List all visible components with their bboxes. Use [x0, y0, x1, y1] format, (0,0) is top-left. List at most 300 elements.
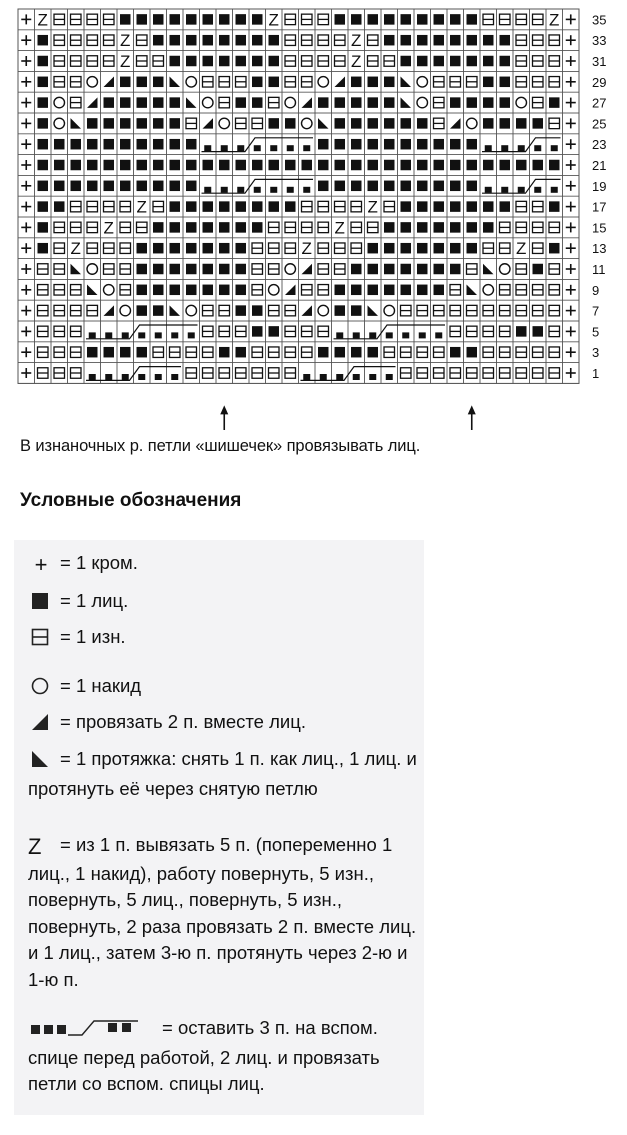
knit-stitch-mark	[335, 347, 346, 358]
knit-stitch-mark	[252, 56, 263, 67]
knit-stitch-mark	[516, 326, 527, 337]
knit-stitch-mark	[401, 35, 412, 46]
knit-stitch-mark	[153, 14, 164, 25]
knit-stitch-mark	[87, 181, 98, 192]
cable-stitch-mark	[237, 187, 244, 193]
knit-stitch-mark	[417, 264, 428, 275]
knit-stitch-mark	[467, 56, 478, 67]
knit-stitch-mark	[417, 35, 428, 46]
knit-stitch-mark	[104, 181, 115, 192]
knit-stitch-mark	[137, 243, 148, 254]
knit-stitch-mark	[384, 139, 395, 150]
knit-stitch-mark	[285, 118, 296, 128]
knit-stitch-mark	[38, 243, 49, 254]
knit-stitch-mark	[401, 264, 412, 275]
knit-stitch-mark	[54, 160, 65, 171]
knit-stitch-mark	[203, 160, 214, 171]
legend-text-knit: = 1 лиц.	[60, 590, 129, 611]
plus-icon: +	[34, 552, 48, 577]
knit-stitch-mark	[351, 160, 362, 171]
knit-stitch-mark	[500, 35, 511, 46]
knit-stitch-mark	[203, 35, 214, 46]
knit-stitch-mark	[153, 181, 164, 192]
knit-stitch-mark	[335, 97, 346, 108]
knit-stitch-mark	[483, 160, 494, 171]
row-number-label: 3	[592, 345, 600, 361]
knit-stitch-mark	[236, 222, 247, 233]
knit-stitch-mark	[170, 264, 181, 275]
cable-stitch-mark	[221, 187, 228, 193]
bobble-mark: Z	[334, 218, 345, 238]
cable-stitch-mark	[254, 145, 261, 151]
knit-stitch-mark	[285, 201, 296, 212]
knit-stitch-mark	[236, 243, 247, 254]
bobble-mark: Z	[516, 239, 527, 259]
knit-stitch-mark	[170, 243, 181, 254]
knit-stitch-mark	[186, 201, 197, 212]
legend-item-cable	[28, 1015, 420, 1098]
knit-stitch-mark	[450, 97, 461, 108]
knit-stitch-mark	[549, 97, 560, 108]
knit-stitch-mark	[318, 97, 329, 108]
knit-stitch-mark	[434, 56, 445, 67]
knit-stitch-mark	[120, 347, 131, 358]
cable-stitch-mark	[501, 145, 508, 151]
knit-stitch-mark	[252, 77, 263, 88]
row-number-label: 35	[592, 12, 607, 28]
row-number-label: 1	[592, 366, 600, 381]
knit-stitch-mark	[170, 160, 181, 171]
knit-stitch-mark	[219, 56, 230, 67]
knit-stitch-mark	[335, 305, 346, 316]
knit-stitch-mark	[549, 243, 560, 254]
knit-stitch-mark	[186, 285, 197, 296]
knit-stitch-mark	[203, 264, 214, 275]
legend-item-ssk	[28, 746, 420, 802]
row-number-label: 5	[592, 324, 600, 340]
cable-stitch-mark	[138, 374, 145, 380]
knit-stitch-mark	[368, 97, 379, 108]
knit-stitch-mark	[203, 243, 214, 254]
knit-stitch-mark	[219, 347, 230, 358]
knit-stitch-mark	[269, 326, 280, 337]
knit-stitch-mark	[54, 181, 65, 192]
marker-arrow-head	[220, 405, 228, 414]
knit-stitch-mark	[351, 181, 362, 192]
knit-stitch-mark	[186, 160, 197, 171]
knit-stitch-mark	[434, 285, 445, 296]
knit-stitch-mark	[318, 160, 329, 171]
knit-stitch-mark	[384, 222, 395, 233]
knit-stitch-mark	[351, 118, 362, 128]
chart-grid	[0, 0, 627, 430]
knit-stitch-mark	[450, 160, 461, 171]
knit-stitch-mark	[38, 222, 49, 233]
knit-stitch-mark	[401, 222, 412, 233]
row-number-label: 9	[592, 282, 600, 298]
cable-stitch-mark	[551, 187, 558, 193]
knit-stitch-mark	[467, 139, 478, 150]
bobble-mark: Z	[103, 218, 114, 238]
knit-stitch-mark	[38, 139, 49, 150]
knit-stitch-mark	[219, 201, 230, 212]
knit-stitch-mark	[153, 305, 164, 316]
knit-stitch-mark	[252, 222, 263, 233]
bobble-mark: Z	[120, 52, 131, 71]
knit-stitch-mark	[170, 118, 181, 128]
legend-item-bobble	[28, 832, 420, 993]
legend-text-purl: = 1 изн.	[60, 626, 126, 647]
cable-stitch-mark	[435, 332, 442, 338]
knit-stitch-mark	[219, 222, 230, 233]
knit-stitch-mark	[137, 285, 148, 296]
knit-stitch-mark	[120, 139, 131, 150]
row-number-label: 11	[592, 262, 606, 277]
knit-stitch-mark	[467, 160, 478, 171]
bobble-mark: Z	[70, 239, 81, 259]
knit-stitch-mark	[351, 285, 362, 296]
knit-stitch-mark	[170, 35, 181, 46]
knit-stitch-mark	[368, 77, 379, 88]
row-number-label: 21	[592, 158, 607, 173]
knit-stitch-mark	[236, 285, 247, 296]
knit-stitch-mark	[483, 35, 494, 46]
knit-stitch-mark	[549, 160, 560, 171]
knit-stitch-mark	[38, 118, 49, 128]
row-number-label: 7	[592, 303, 600, 319]
knit-stitch-mark	[87, 160, 98, 171]
cable-stitch-mark	[155, 332, 162, 338]
cable-stitch-mark	[386, 332, 393, 338]
legend-item-k2tog	[28, 709, 306, 736]
legend-item-knit	[28, 588, 128, 615]
knit-stitch-mark	[153, 77, 164, 88]
knit-stitch-mark	[137, 181, 148, 192]
ssk-triangle-icon	[28, 749, 54, 776]
bobble-z-icon: Z	[28, 834, 42, 859]
knit-stitch-mark	[318, 139, 329, 150]
cable-stitch-mark	[303, 187, 310, 193]
knit-stitch-mark	[153, 97, 164, 108]
knit-stitch-mark	[38, 77, 49, 88]
knit-stitch-mark	[236, 201, 247, 212]
knit-stitch-mark	[450, 139, 461, 150]
knit-stitch-mark	[252, 201, 263, 212]
bobble-mark: Z	[301, 239, 312, 259]
knit-stitch-mark	[153, 160, 164, 171]
knit-stitch-mark	[269, 118, 280, 128]
cable-stitch-mark	[320, 374, 327, 380]
knit-stitch-mark	[137, 118, 148, 128]
row-number-label: 23	[592, 137, 607, 153]
knit-stitch-mark	[351, 264, 362, 275]
cable-stitch-mark	[485, 187, 492, 193]
knit-stitch-mark	[170, 222, 181, 233]
bobble-mark: Z	[268, 10, 279, 30]
row-number-label: 25	[592, 116, 607, 132]
row-number-label: 19	[592, 178, 607, 194]
knit-stitch-mark	[417, 118, 428, 128]
cable-stitch-mark	[369, 374, 376, 380]
knit-stitch-mark	[186, 264, 197, 275]
knit-stitch-mark	[401, 181, 412, 192]
knit-stitch-mark	[384, 160, 395, 171]
knit-stitch-mark	[467, 347, 478, 358]
knit-stitch-mark	[252, 160, 263, 171]
knit-stitch-mark	[467, 35, 478, 46]
row-number-label: 17	[592, 199, 607, 215]
knit-stitch-mark	[434, 35, 445, 46]
knit-stitch-mark	[54, 201, 65, 212]
knit-stitch-mark	[87, 347, 98, 358]
knit-stitch-mark	[450, 56, 461, 67]
knit-stitch-mark	[368, 118, 379, 128]
cable-stitch-mark	[369, 332, 376, 338]
cable-stitch-mark	[353, 332, 360, 338]
cable-stitch-mark	[419, 332, 426, 338]
knit-stitch-mark	[236, 35, 247, 46]
knit-stitch-mark	[368, 14, 379, 25]
cable-stitch-mark	[534, 145, 541, 151]
knit-stitch-mark	[203, 56, 214, 67]
cable-stitch-mark	[204, 145, 211, 151]
knit-stitch-mark	[71, 139, 82, 150]
knit-stitch-mark	[137, 160, 148, 171]
bobble-mark: Z	[37, 10, 48, 30]
knit-stitch-mark	[38, 181, 49, 192]
knit-stitch-mark	[153, 35, 164, 46]
knit-stitch-mark	[71, 160, 82, 171]
knit-stitch-mark	[450, 35, 461, 46]
knit-stitch-mark	[467, 97, 478, 108]
bobble-mark: Z	[136, 197, 147, 217]
knit-stitch-mark	[87, 118, 98, 128]
knit-stitch-mark	[500, 77, 511, 88]
knit-stitch-mark	[219, 243, 230, 254]
knit-stitch-mark	[104, 118, 115, 128]
knit-stitch-mark	[351, 14, 362, 25]
knit-stitch-mark	[351, 305, 362, 316]
cable-stitch-mark	[188, 332, 195, 338]
knit-stitch-mark	[401, 285, 412, 296]
knit-stitch-mark	[104, 347, 115, 358]
knit-stitch-mark	[120, 97, 131, 108]
cable-stitch-mark	[501, 187, 508, 193]
legend-text-yo: = 1 накид	[60, 675, 142, 696]
knit-stitch-mark	[450, 243, 461, 254]
knit-stitch-mark	[500, 201, 511, 212]
knit-stitch-mark	[170, 56, 181, 67]
cable-stitch-mark	[270, 187, 277, 193]
circle-icon	[28, 676, 54, 694]
knit-stitch-mark	[549, 201, 560, 212]
knit-stitch-mark	[318, 347, 329, 358]
knit-stitch-mark	[483, 56, 494, 67]
knit-stitch-mark	[153, 243, 164, 254]
legend-text-cable: = оставить 3 п. на вспом. спице перед работой, 2 лиц. и провязать петли со вспом. спицы лиц.	[28, 1017, 380, 1094]
knit-stitch-mark	[401, 160, 412, 171]
cable-stitch-mark	[122, 374, 129, 380]
bobble-mark: Z	[549, 10, 560, 30]
knit-stitch-mark	[236, 56, 247, 67]
knit-stitch-mark	[368, 181, 379, 192]
knit-stitch-mark	[483, 77, 494, 88]
legend-item-edge	[28, 550, 138, 577]
knit-stitch-mark	[170, 14, 181, 25]
knit-stitch-mark	[137, 97, 148, 108]
cable-stitch-mark	[155, 374, 162, 380]
filled-square-icon	[28, 591, 54, 609]
knit-stitch-mark	[170, 285, 181, 296]
cable-stitch-mark	[89, 374, 96, 380]
knit-stitch-mark	[186, 181, 197, 192]
knit-stitch-mark	[401, 243, 412, 254]
knit-stitch-mark	[351, 97, 362, 108]
legend-title: Условные обозначения	[20, 490, 242, 511]
cable-stitch-mark	[485, 145, 492, 151]
knit-stitch-mark	[500, 56, 511, 67]
knit-stitch-mark	[417, 139, 428, 150]
knit-stitch-mark	[137, 139, 148, 150]
row-number-label: 13	[592, 241, 607, 257]
knit-stitch-mark	[368, 285, 379, 296]
cable-stitch-mark	[534, 187, 541, 193]
k2tog-triangle-icon	[28, 712, 54, 730]
knit-stitch-mark	[186, 56, 197, 67]
knit-stitch-mark	[401, 14, 412, 25]
knit-stitch-mark	[38, 35, 49, 46]
knit-stitch-mark	[384, 14, 395, 25]
knit-stitch-mark	[384, 118, 395, 128]
knit-stitch-mark	[384, 77, 395, 88]
knit-stitch-mark	[219, 285, 230, 296]
knit-stitch-mark	[384, 97, 395, 108]
knit-stitch-mark	[401, 139, 412, 150]
knit-stitch-mark	[120, 160, 131, 171]
knit-stitch-mark	[450, 181, 461, 192]
knit-stitch-mark	[186, 35, 197, 46]
knit-stitch-mark	[203, 201, 214, 212]
knit-stitch-mark	[450, 201, 461, 212]
knit-stitch-mark	[236, 264, 247, 275]
knit-stitch-mark	[483, 118, 494, 128]
knit-stitch-mark	[417, 222, 428, 233]
knit-stitch-mark	[384, 243, 395, 254]
bobble-mark: Z	[120, 31, 131, 51]
knit-stitch-mark	[252, 305, 263, 316]
cable-stitch-mark	[122, 332, 129, 338]
knit-stitch-mark	[500, 160, 511, 171]
knit-stitch-mark	[219, 264, 230, 275]
knit-stitch-mark	[417, 14, 428, 25]
knit-stitch-mark	[302, 160, 313, 171]
knit-stitch-mark	[335, 181, 346, 192]
knit-stitch-mark	[186, 139, 197, 150]
cable-stitch-mark	[353, 374, 360, 380]
knit-stitch-mark	[186, 222, 197, 233]
cable-stitch-mark	[336, 374, 343, 380]
knit-stitch-mark	[351, 139, 362, 150]
knit-stitch-mark	[120, 14, 131, 25]
marker-arrow-head	[468, 405, 476, 414]
knit-stitch-mark	[467, 181, 478, 192]
knit-stitch-mark	[38, 97, 49, 108]
knit-stitch-mark	[318, 181, 329, 192]
knit-stitch-mark	[252, 97, 263, 108]
legend-text-edge: = 1 кром.	[60, 552, 138, 573]
knit-stitch-mark	[516, 118, 527, 128]
knit-stitch-mark	[417, 56, 428, 67]
knit-stitch-mark	[104, 160, 115, 171]
cable-stitch-mark	[303, 145, 310, 151]
knit-stitch-mark	[285, 160, 296, 171]
knit-stitch-mark	[186, 14, 197, 25]
knit-stitch-mark	[483, 222, 494, 233]
knit-stitch-mark	[533, 326, 544, 337]
knit-stitch-mark	[153, 118, 164, 128]
knit-stitch-mark	[236, 347, 247, 358]
knit-stitch-mark	[483, 97, 494, 108]
knitting-chart	[0, 0, 627, 430]
knit-stitch-mark	[54, 139, 65, 150]
cable-stitch-mark	[287, 187, 294, 193]
legend-text-bobble: = из 1 п. вывязать 5 п. (попеременно 1 лиц., 1 накид), работу повернуть, 5 изн., повернуть, 5 лиц., повернуть, 5 изн., повернуть, 2 раза провязать 2 п. вместе лиц. и 1 лиц., затем 3-ю п. протянуть через 2-ю и 1-ю п.	[28, 834, 417, 990]
knit-stitch-mark	[417, 285, 428, 296]
knit-stitch-mark	[533, 264, 544, 275]
knit-stitch-mark	[269, 77, 280, 88]
knit-stitch-mark	[434, 14, 445, 25]
bobble-mark: Z	[351, 52, 362, 71]
cable-stitch-mark	[287, 145, 294, 151]
cable-stitch-mark	[105, 374, 112, 380]
cable-stitch-mark	[204, 187, 211, 193]
cable-stitch-mark	[221, 145, 228, 151]
knit-stitch-mark	[368, 160, 379, 171]
knit-stitch-mark	[401, 56, 412, 67]
knit-stitch-mark	[252, 35, 263, 46]
row-number-label: 29	[592, 74, 607, 90]
knit-stitch-mark	[434, 181, 445, 192]
knit-stitch-mark	[401, 118, 412, 128]
cable-stitch-mark	[105, 332, 112, 338]
knit-stitch-mark	[368, 243, 379, 254]
knit-stitch-mark	[120, 181, 131, 192]
knit-stitch-mark	[203, 222, 214, 233]
knit-stitch-mark	[170, 139, 181, 150]
cable-stitch-mark	[171, 332, 178, 338]
cable-stitch-mark	[303, 374, 310, 380]
cable-stitch-mark	[551, 145, 558, 151]
knit-stitch-mark	[153, 264, 164, 275]
knit-stitch-mark	[153, 222, 164, 233]
knit-stitch-mark	[38, 56, 49, 67]
knit-stitch-mark	[434, 201, 445, 212]
knit-stitch-mark	[38, 201, 49, 212]
knit-stitch-mark	[203, 14, 214, 25]
knit-stitch-mark	[38, 160, 49, 171]
knit-stitch-mark	[434, 139, 445, 150]
legend-text-ssk: = 1 протяжка: снять 1 п. как лиц., 1 лиц. и протянуть её через снятую петлю	[28, 748, 417, 799]
cable-stitch-mark	[254, 187, 261, 193]
row-number-label: 33	[592, 33, 607, 49]
knit-stitch-mark	[434, 243, 445, 254]
knit-stitch-mark	[417, 201, 428, 212]
knit-stitch-mark	[500, 97, 511, 108]
knit-stitch-mark	[269, 160, 280, 171]
knit-stitch-mark	[384, 285, 395, 296]
knit-stitch-mark	[384, 35, 395, 46]
knit-stitch-mark	[533, 160, 544, 171]
